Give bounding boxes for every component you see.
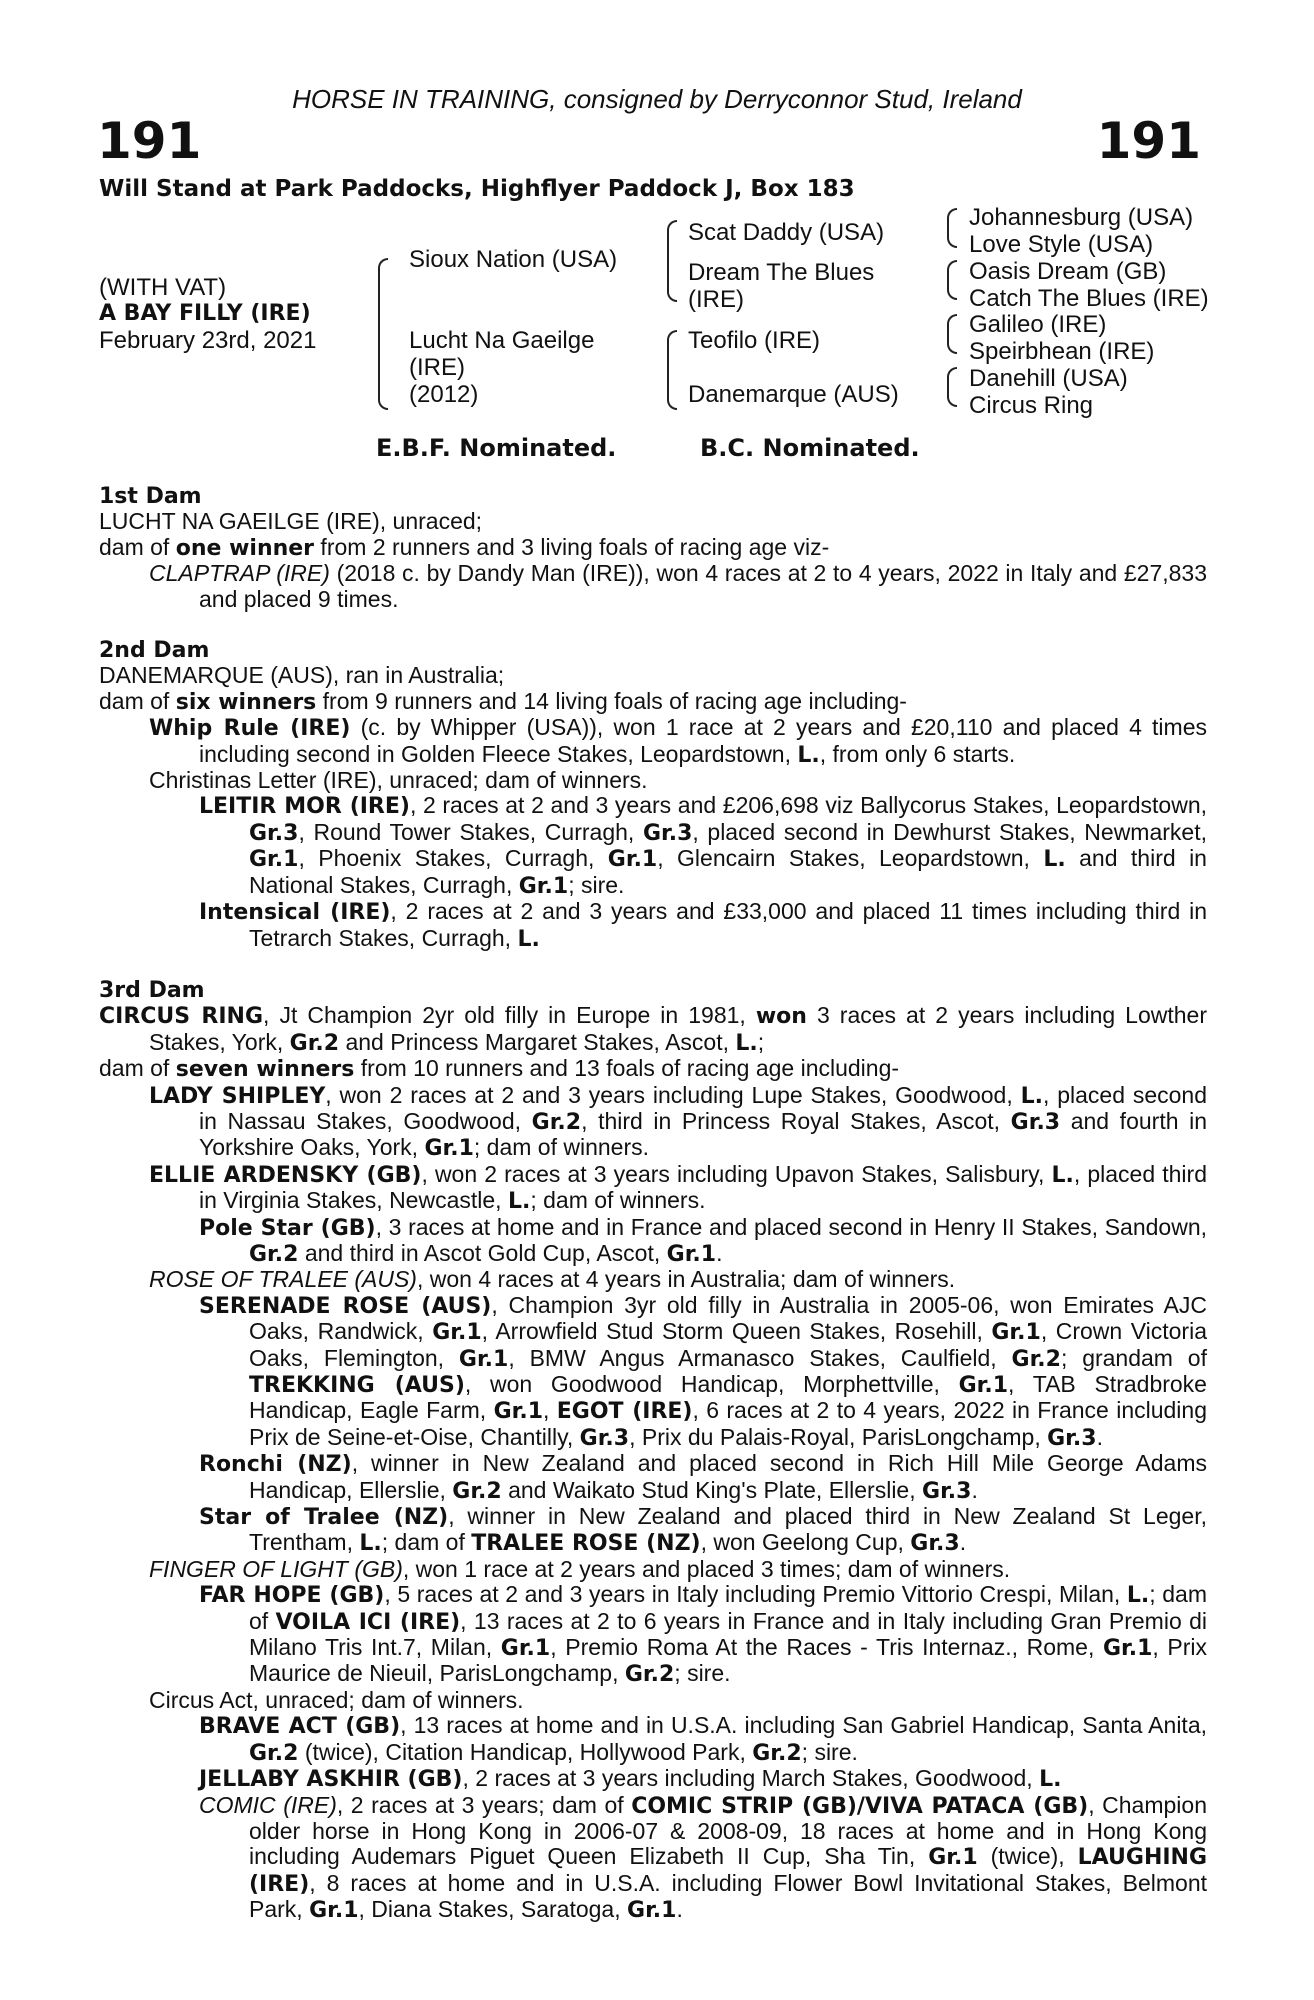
text-run: . — [959, 1529, 967, 1556]
bold-text: Gr.1 — [432, 1320, 482, 1346]
text-run: , BMW Angus Armanasco Stakes, Caulfield, — [508, 1344, 1012, 1371]
section-heading: 3rd Dam — [99, 977, 205, 1003]
bold-text: Gr.3 — [922, 1478, 972, 1504]
pedigree-entry — [99, 1504, 1207, 1557]
text-run: , Phoenix Stakes, Curragh, — [298, 845, 608, 872]
ebf-nominated: E.B.F. Nominated. — [376, 434, 617, 462]
bold-text: Gr.3 — [249, 820, 299, 846]
bold-text: JELLABY ASKHIR (GB) — [199, 1767, 463, 1793]
dam-line-1: Lucht Na Gaeilge — [409, 327, 595, 354]
text-run: . — [1096, 1423, 1103, 1450]
text-run: , 13 races at 2 to 6 years in France and in Italy including Gran Premio di Milano Tris Int.7, Milan, — [249, 1607, 1207, 1661]
text-run: , won 1 race at 2 years and placed 3 times; dam of winners. — [402, 1555, 1011, 1582]
text-run: , TAB Stradbroke Handicap, Eagle Farm, — [249, 1371, 1207, 1424]
text-run: (c. by Whipper (USA)), won 1 race at 2 years and £20,110 and placed 4 times including second in Golden Fleece Stakes, Leopardstown, — [199, 714, 1207, 767]
text-run: , Prix Maurice de Nieuil, ParisLongchamp, — [249, 1634, 1208, 1687]
dam-section — [99, 638, 1207, 952]
text-run: dam of — [99, 533, 176, 560]
bold-text: Gr.1 — [500, 1636, 551, 1662]
bold-text: TREKKING (AUS) — [249, 1373, 465, 1398]
text-run: . — [971, 1476, 978, 1503]
text-run: ; sire. — [674, 1660, 731, 1687]
bold-text: EGOT (IRE) — [556, 1399, 693, 1425]
text-run: ; sire. — [568, 871, 625, 898]
section-heading: 2nd Dam — [99, 638, 210, 664]
sire-sire: Scat Daddy (USA) — [688, 219, 885, 246]
bc-nominated: B.C. Nominated. — [700, 434, 920, 462]
pedigree-entry — [99, 663, 1207, 688]
text-run: , 2 races at 2 and 3 years and £33,000 and placed 11 times including third in Tetrarch Stakes, Curragh, — [249, 898, 1208, 951]
text-run: Circus Act, unraced; dam of winners. — [149, 1686, 524, 1713]
dam-dam: Danemarque (AUS) — [688, 381, 899, 408]
pedigree-entry — [99, 1056, 1207, 1082]
text-run: , Glencairn Stakes, Leopardstown, — [657, 845, 1044, 872]
pedigree-notes — [99, 484, 1207, 1924]
bold-text: TRALEE ROSE (NZ) — [471, 1531, 701, 1557]
pedigree-entry — [99, 1215, 1207, 1268]
text-run: LUCHT NA GAEILGE (IRE), unraced; — [99, 508, 483, 535]
text-run: , third in Princess Royal Stakes, Ascot, — [581, 1107, 1011, 1134]
bold-text: Gr.2 — [452, 1478, 502, 1504]
horse-name: A BAY FILLY (IRE) — [99, 301, 311, 326]
text-run: 3 races at 2 years including Lowther Stakes, York, — [149, 1002, 1208, 1055]
text-run: and third in National Stakes, Curragh, — [249, 845, 1207, 898]
bold-text: Gr.1 — [627, 1898, 677, 1924]
bold-text: Gr.3 — [1010, 1109, 1061, 1135]
text-run: from 10 runners and 13 foals of racing age including- — [354, 1055, 900, 1082]
bold-text: ELLIE ARDENSKY (GB) — [149, 1162, 422, 1188]
bold-text: Star of Tralee (NZ) — [199, 1505, 449, 1531]
text-run: from 2 runners and 3 living foals of racing age viz- — [314, 533, 830, 560]
grandparent-1: Johannesburg (USA) — [969, 204, 1194, 231]
pedigree-entry — [99, 1003, 1207, 1056]
bold-text: Gr.2 — [249, 1241, 299, 1267]
bold-text: Gr.1 — [607, 847, 658, 873]
bold-text: Gr.1 — [991, 1320, 1041, 1346]
text-run: and fourth in Yorkshire Oaks, York, — [199, 1107, 1208, 1161]
text-run: ; dam of winners. — [473, 1134, 650, 1161]
text-run: , 2 races at 3 years including March Stakes, Goodwood, — [462, 1765, 1040, 1792]
pedigree-entry — [99, 1162, 1207, 1215]
bold-text: Gr.2 — [1011, 1346, 1061, 1372]
bold-text: Gr.2 — [624, 1662, 675, 1688]
bold-text: Intensical (IRE) — [199, 900, 391, 926]
bold-text: Gr.2 — [531, 1109, 582, 1135]
stand-location: Will Stand at Park Paddocks, Highflyer Paddock J, Box 183 — [99, 176, 855, 202]
lot-number-right: 191 — [1096, 112, 1201, 170]
bold-text: CIRCUS RING — [99, 1004, 264, 1030]
bold-text: FAR HOPE (GB) — [199, 1583, 385, 1609]
pedigree-entry — [99, 899, 1207, 952]
text-run: , from only 6 starts. — [819, 740, 1016, 767]
dam-line-3: (2012) — [409, 381, 479, 408]
sire-dam-line-2: (IRE) — [688, 286, 744, 313]
grandparent-4: Catch The Blues (IRE) — [969, 285, 1209, 312]
grandparent-7: Danehill (USA) — [969, 365, 1128, 392]
text-run: dam of — [99, 687, 176, 714]
text-run: ; — [757, 1028, 765, 1055]
text-run: . — [676, 1896, 683, 1923]
bold-text: Whip Rule (IRE) — [149, 716, 351, 742]
text-run: and Princess Margaret Stakes, Ascot, — [339, 1028, 736, 1055]
bold-text: L. — [797, 742, 820, 768]
grandparent-3: Oasis Dream (GB) — [969, 258, 1167, 285]
sire-parents-brace — [667, 220, 677, 302]
italic-text: CLAPTRAP (IRE) — [149, 560, 330, 587]
dam-section — [99, 484, 1207, 612]
text-run: and third in Ascot Gold Cup, Ascot, — [298, 1239, 667, 1266]
bold-text: L. — [1051, 1162, 1074, 1188]
bold-text: Gr.3 — [1047, 1425, 1097, 1451]
text-run: , Jt Champion 2yr old filly in Europe in 1981, — [263, 1002, 756, 1029]
text-run: , 8 races at home and in U.S.A. including Flower Bowl Invitational Stakes, Belmont Park, — [249, 1869, 1207, 1923]
bold-text: L. — [507, 1189, 531, 1215]
bold-text: Gr.1 — [458, 1346, 509, 1372]
grandparent-2: Love Style (USA) — [969, 231, 1154, 258]
bold-text: SERENADE ROSE (AUS) — [199, 1293, 492, 1319]
text-run: , Champion older horse in Hong Kong in 2006-07 & 2008-09, 18 races at home and in Hong Kong including Audemars Piguet Queen Elizabeth II Cup, Sha Tin, — [249, 1791, 1207, 1870]
text-run: , winner in New Zealand and placed third in New Zealand St Leger, Trentham, — [249, 1503, 1207, 1556]
sire-dam-line-1: Dream The Blues — [688, 259, 875, 286]
text-run: , placed second in Nassau Stakes, Goodwood, — [199, 1081, 1207, 1134]
italic-text: FINGER OF LIGHT (GB) — [149, 1555, 403, 1582]
bold-text: Ronchi (NZ) — [199, 1452, 352, 1478]
bold-text: Gr.3 — [579, 1425, 630, 1451]
pedigree-entry — [99, 561, 1207, 612]
bold-text: LEITIR MOR (IRE) — [199, 794, 410, 820]
foaling-date: February 23rd, 2021 — [99, 327, 317, 354]
text-run: , 3 races at home and in France and placed second in Henry II Stakes, Sandown, — [375, 1213, 1207, 1240]
text-run: , placed third in Virginia Stakes, Newcastle, — [199, 1160, 1207, 1214]
bold-text: Gr.2 — [289, 1030, 340, 1056]
bold-text: Gr.1 — [518, 873, 569, 899]
catalogue-header: HORSE IN TRAINING, consigned by Derryconnor Stud, Ireland — [292, 84, 1022, 114]
text-run: , won 2 races at 2 and 3 years including Lupe Stakes, Goodwood, — [325, 1081, 1021, 1108]
bold-text: LADY SHIPLEY — [149, 1083, 326, 1109]
lot-number-left: 191 — [97, 112, 202, 170]
bold-text: L. — [1126, 1583, 1150, 1609]
dam-sire: Teofilo (IRE) — [688, 327, 821, 354]
text-run: from 9 runners and 14 living foals of racing age including- — [316, 687, 907, 714]
text-run: , Premio Roma At the Races - Tris Internaz., Rome, — [550, 1634, 1103, 1661]
text-run: , winner in New Zealand and placed second in Rich Hill Mile George Adams Handicap, Ellerslie, — [249, 1450, 1207, 1503]
text-run: and Waikato Stud King's Plate, Ellerslie, — [501, 1476, 923, 1503]
text-run: ; dam of winners. — [530, 1187, 706, 1214]
pedigree-entry — [99, 1766, 1207, 1792]
grandparent-5: Galileo (IRE) — [969, 311, 1107, 338]
bold-text: seven winners — [175, 1057, 355, 1083]
pedigree-entry — [99, 1713, 1207, 1766]
text-run: Christinas Letter (IRE), unraced; dam of winners. — [149, 767, 648, 794]
dam-section — [99, 978, 1207, 1924]
vat-note: (WITH VAT) — [99, 274, 227, 301]
text-run: , won Goodwood Handicap, Morphettville, — [464, 1371, 959, 1397]
pedigree-entry — [99, 1582, 1207, 1688]
sire: Sioux Nation (USA) — [409, 246, 618, 273]
bold-text: Gr.1 — [493, 1399, 543, 1425]
pedigree-entry — [99, 509, 1207, 534]
grandparent-6: Speirbhean (IRE) — [969, 338, 1155, 365]
italic-text: ROSE OF TRALEE (AUS) — [149, 1266, 417, 1293]
pedigree-entry — [99, 1793, 1207, 1924]
g-brace-3 — [947, 314, 957, 354]
bold-text: L. — [735, 1030, 758, 1056]
grandparent-8: Circus Ring — [969, 392, 1094, 419]
bold-text: L. — [1039, 1767, 1062, 1793]
bold-text: Gr.1 — [309, 1898, 359, 1924]
bold-text: Gr.1 — [928, 1845, 978, 1871]
text-run: , 5 races at 2 and 3 years in Italy including Premio Vittorio Crespi, Milan, — [384, 1581, 1127, 1608]
bold-text: Pole Star (GB) — [199, 1215, 376, 1241]
pedigree-entry — [99, 768, 1207, 793]
pedigree-entry — [99, 535, 1207, 561]
bold-text: L. — [1043, 847, 1066, 873]
g-brace-2 — [947, 260, 957, 300]
text-run: ; dam of — [381, 1529, 472, 1556]
bold-text: BRAVE ACT (GB) — [199, 1714, 401, 1740]
bold-text: Gr.3 — [910, 1531, 960, 1557]
text-run: , won 2 races at 3 years including Upavon Stakes, Salisbury, — [421, 1160, 1052, 1187]
bold-text: Gr.1 — [958, 1373, 1009, 1398]
section-heading: 1st Dam — [99, 484, 202, 509]
pedigree-entry — [99, 1083, 1207, 1162]
pedigree-entry — [99, 1557, 1207, 1582]
text-run: , placed second in Dewhurst Stakes, Newmarket, — [692, 818, 1207, 845]
text-run: (twice), — [977, 1843, 1078, 1870]
bold-text: L. — [359, 1531, 382, 1557]
text-run: , Arrowfield Stud Storm Queen Stakes, Rosehill, — [481, 1318, 992, 1345]
pedigree-entry — [99, 715, 1207, 768]
italic-text: COMIC (IRE) — [199, 1791, 337, 1818]
text-run: , Champion 3yr old filly in Australia in 2005-06, won Emirates AJC Oaks, Randwick, — [249, 1291, 1207, 1345]
pedigree-entry — [99, 689, 1207, 715]
text-run: (2018 c. by Dandy Man (IRE)), won 4 races at 2 to 4 years, 2022 in Italy and £27,833 and placed 9 times. — [199, 560, 1207, 612]
text-run: , — [543, 1397, 557, 1424]
text-run: (twice), Citation Handicap, Hollywood Park, — [298, 1738, 753, 1765]
bold-text: Gr.1 — [249, 847, 299, 873]
bold-text: COMIC STRIP (GB)/VIVA PATACA (GB) — [631, 1793, 1089, 1819]
text-run: , 6 races at 2 to 4 years, 2022 in France including Prix de Seine-et-Oise, Chantilly, — [249, 1397, 1207, 1450]
pedigree-entry — [99, 1267, 1207, 1292]
text-run: , won Geelong Cup, — [700, 1529, 911, 1556]
pedigree-entry — [99, 793, 1207, 899]
text-run: , Crown Victoria Oaks, Flemington, — [249, 1318, 1207, 1371]
bold-text: LAUGHING (IRE) — [249, 1845, 1208, 1897]
bold-text: Gr.3 — [642, 820, 693, 846]
text-run: , Round Tower Stakes, Curragh, — [298, 818, 643, 845]
text-run: ; grandam of — [1060, 1344, 1207, 1371]
bold-text: Gr.2 — [249, 1740, 299, 1766]
dam-line-2: (IRE) — [409, 354, 465, 381]
dam-parents-brace — [667, 330, 677, 410]
text-run: DANEMARQUE (AUS), ran in Australia; — [99, 662, 505, 689]
bold-text: Gr.2 — [752, 1740, 802, 1766]
text-run: , 13 races at home and in U.S.A. including San Gabriel Handicap, Santa Anita, — [400, 1712, 1207, 1739]
text-run: , Diana Stakes, Saratoga, — [358, 1896, 628, 1923]
text-run: dam of — [99, 1055, 176, 1082]
text-run: , 2 races at 3 years; dam of — [336, 1791, 632, 1818]
pedigree-entry — [99, 1688, 1207, 1713]
bold-text: Gr.1 — [424, 1136, 474, 1162]
bold-text: Gr.1 — [1102, 1636, 1153, 1662]
bold-text: L. — [1020, 1083, 1043, 1109]
pedigree-entry — [99, 1451, 1207, 1504]
text-run: ; dam of — [249, 1581, 1207, 1634]
pedigree-entry — [99, 1293, 1207, 1451]
bold-text: Gr.1 — [666, 1241, 717, 1267]
text-run: ; sire. — [801, 1738, 858, 1765]
g-brace-4 — [947, 367, 957, 407]
text-run: , won 4 races at 4 years in Australia; dam of winners. — [416, 1266, 956, 1293]
sire-dam-brace — [378, 258, 388, 410]
bold-text: VOILA ICI (IRE) — [275, 1609, 461, 1635]
bold-text: one winner — [175, 535, 315, 561]
bold-text: won — [755, 1004, 807, 1030]
bold-text: L. — [517, 926, 540, 952]
g-brace-1 — [947, 208, 957, 248]
bold-text: six winners — [175, 689, 317, 715]
text-run: , 2 races at 2 and 3 years and £206,698 viz Ballycorus Stakes, Leopardstown, — [409, 792, 1208, 819]
text-run: , Prix du Palais-Royal, ParisLongchamp, — [629, 1423, 1048, 1450]
text-run: . — [716, 1239, 723, 1266]
